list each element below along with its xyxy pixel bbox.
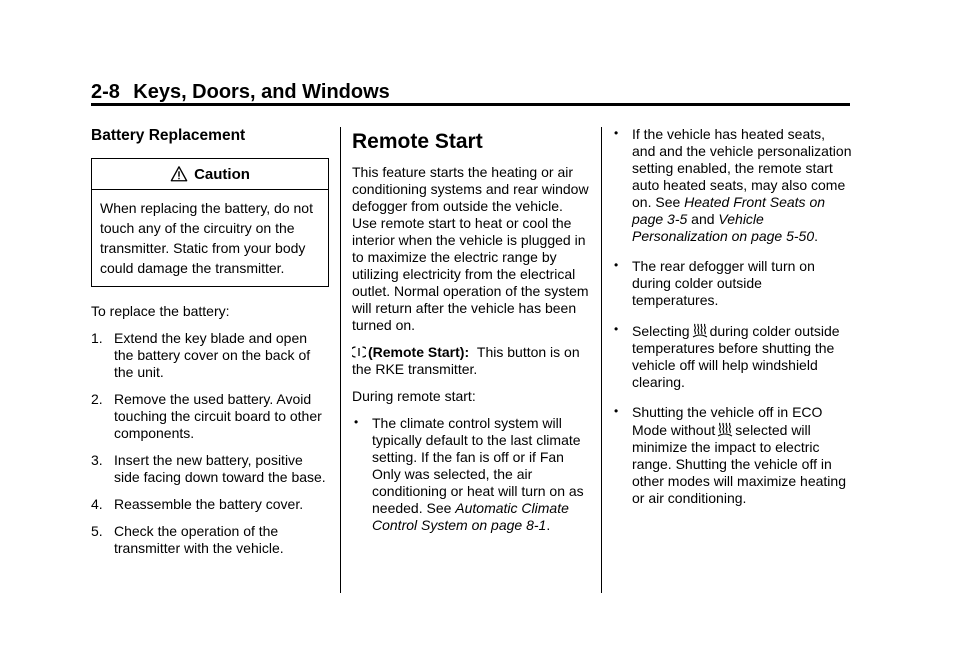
caution-text: When replacing the battery, do not touch any of the circuitry on the transmitter. Static from your body could damage the transmitter. xyxy=(100,200,313,276)
list-item: • Shutting the vehicle off in ECO Mode without selected will minimize the impact to electric range. Shutting the vehicle off in other modes will maximize heating or air conditioning. xyxy=(614,404,846,506)
bullet-list xyxy=(352,415,590,534)
column-divider xyxy=(340,127,341,593)
header-rule xyxy=(91,103,850,106)
list-item: • The rear defogger will turn on during colder outside temperatures. xyxy=(614,258,815,308)
warning-icon xyxy=(170,165,188,183)
column-divider xyxy=(601,127,602,593)
steps-intro: To replace the battery: xyxy=(91,303,230,319)
defrost-icon xyxy=(692,322,708,340)
list-item: • If the vehicle has heated seats, and and the vehicle personalization setting enabled, the remote start auto heated seats, may also come on. See Heated Front Seats on page 3-5 and Vehicle Personalization on page 5-50. xyxy=(614,126,852,244)
list-item: 5. Check the operation of the transmitter with the vehicle. xyxy=(91,523,284,556)
cross-reference: Heated Front Seats on page 3-5 xyxy=(632,194,826,227)
cross-reference: Vehicle Personalization on page 5-50 xyxy=(632,211,815,244)
page-number: 2-8 xyxy=(91,81,120,103)
bullet-list xyxy=(612,126,852,507)
column-right xyxy=(612,126,852,520)
caution-box xyxy=(91,158,329,287)
page-header xyxy=(91,80,849,104)
section-heading: Remote Start xyxy=(352,130,483,153)
list-item: 2. Remove the used battery. Avoid touching the circuit board to other components. xyxy=(91,391,322,441)
list-item: 4. Reassemble the battery cover. xyxy=(91,496,304,512)
section-heading: Battery Replacement xyxy=(91,127,246,144)
caution-title: Caution xyxy=(194,165,250,183)
paragraph: This feature starts the heating or air conditioning systems and rear window defogger from outside the vehicle. Use remote start to heat or cool the interior when the vehicle is plugged in to maximize the electric range by utilizing electricity from the electrical outlet. Normal operation of the system will return after the vehicle has been turned on. xyxy=(352,164,589,333)
list-item: • The climate control system will typically default to the last climate setting. If the fan is off or if Fan Only was selected, the air conditioning or heat will turn on as needed. See Automatic Climate Control System on page 8-1. xyxy=(354,415,584,533)
button-label: (Remote Start): xyxy=(368,344,470,360)
column-middle xyxy=(352,128,590,547)
paragraph: During remote start: xyxy=(352,388,476,404)
cross-reference: Automatic Climate Control System on page 8-1 xyxy=(372,500,569,533)
list-item: 1. Extend the key blade and open the battery cover on the back of the unit. xyxy=(91,330,311,380)
remote-start-icon xyxy=(352,344,366,360)
chapter-title: Keys, Doors, and Windows xyxy=(133,81,390,103)
list-item: 3. Insert the new battery, positive side facing down toward the base. xyxy=(91,452,326,485)
list-item: • Selecting during colder outside temperatures before shutting the vehicle off will help windshield clearing. xyxy=(614,322,840,390)
caution-header xyxy=(92,159,328,190)
steps-list xyxy=(91,330,329,557)
column-left xyxy=(91,126,329,567)
button-description: (Remote Start): This button is on the RKE transmitter. xyxy=(352,344,580,377)
defrost-icon xyxy=(717,421,733,439)
